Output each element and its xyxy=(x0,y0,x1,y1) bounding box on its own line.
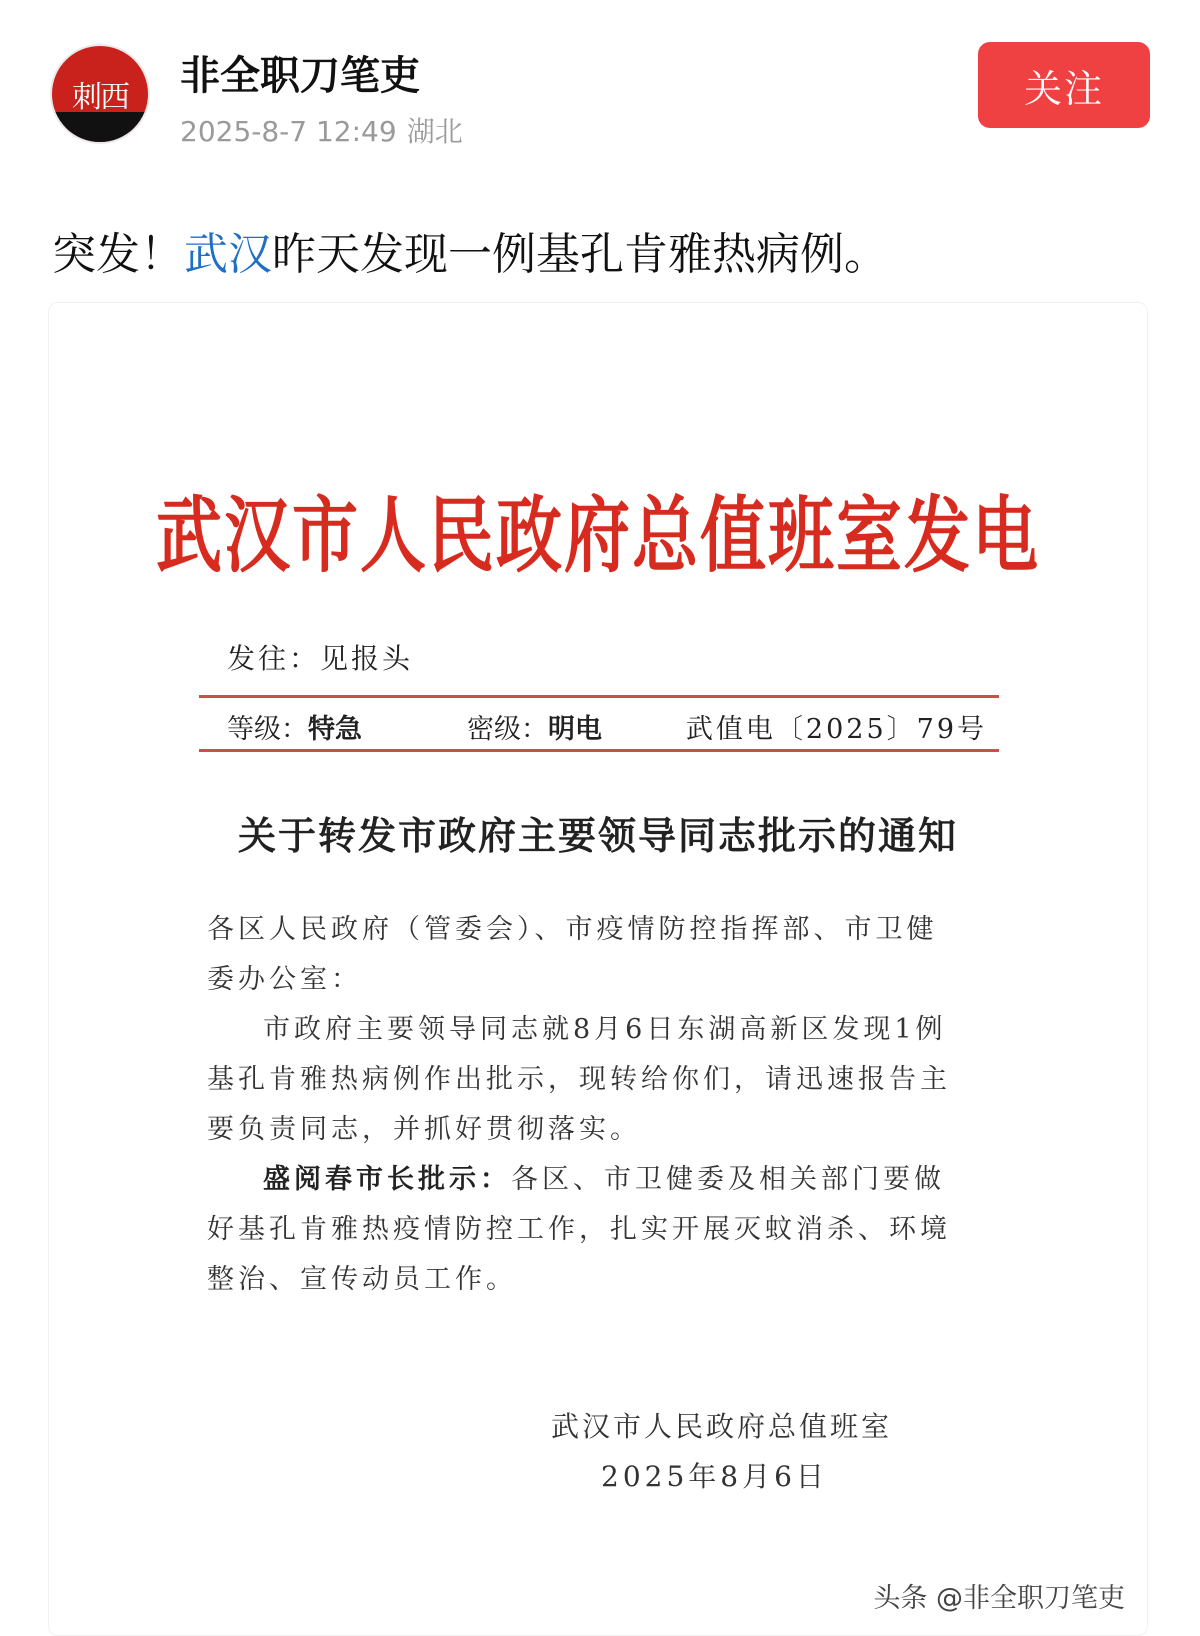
post-text-suffix: 昨天发现一例基孔肯雅热病例。 xyxy=(272,229,888,280)
signature-date: 2025年8月6日 xyxy=(601,1460,828,1493)
author-name[interactable]: 非全职刀笔吏 xyxy=(180,53,420,99)
post-text-prefix: 突发！ xyxy=(52,229,184,280)
author-avatar[interactable] xyxy=(50,44,150,144)
post-text xyxy=(52,218,888,282)
document-title: 武汉市人民政府总值班室发电 xyxy=(156,486,1040,585)
recipients: 各区人民政府（管委会）、市疫情防控指挥部、市卫健委办公室： xyxy=(207,914,938,995)
secrecy-level xyxy=(467,707,602,746)
wuhan-link[interactable]: 武汉 xyxy=(184,229,272,280)
document-number: 武值电〔2025〕79号 xyxy=(685,714,987,745)
post-meta xyxy=(180,110,463,150)
avatar-logo-text: 刺西 xyxy=(72,80,128,115)
secrecy-label: 密级： xyxy=(467,714,548,745)
secrecy-value: 明电 xyxy=(548,714,602,745)
toutiao-watermark: 头条 @非全职刀笔吏 xyxy=(873,1583,1125,1614)
send-to: 发往：见报头 xyxy=(227,642,414,675)
notice-title: 关于转发市政府主要领导同志批示的通知 xyxy=(237,813,958,858)
priority-label: 等级： xyxy=(227,714,308,745)
document-image[interactable] xyxy=(48,302,1148,1636)
post-header xyxy=(0,0,1200,170)
priority-value: 特急 xyxy=(308,714,362,745)
header-rule-top xyxy=(199,695,999,698)
header-rule-bottom xyxy=(199,749,999,752)
document-body xyxy=(207,905,952,1305)
avatar-band xyxy=(52,112,148,142)
mayor-instruction xyxy=(207,1155,952,1305)
signature-organization: 武汉市人民政府总值班室 xyxy=(551,1410,893,1443)
instruction-text: 各区、市卫健委及相关部门要做好基孔肯雅热疫情防控工作，扎实开展灭蚊消杀、环境整治、宣传动员工作。 xyxy=(207,1164,951,1295)
priority-level xyxy=(227,707,362,746)
body-paragraph: 市政府主要领导同志就8月6日东湖高新区发现1例基孔肯雅热病例作出批示，现转给你们，请迅速报告主要负责同志，并抓好贯彻落实。 xyxy=(207,1014,951,1145)
instruction-label: 盛阅春市长批示： xyxy=(263,1164,511,1195)
post-timestamp: 2025-8-7 12:49 xyxy=(180,115,397,148)
post-location: 湖北 xyxy=(406,115,463,148)
follow-button[interactable]: 关注 xyxy=(978,42,1150,128)
